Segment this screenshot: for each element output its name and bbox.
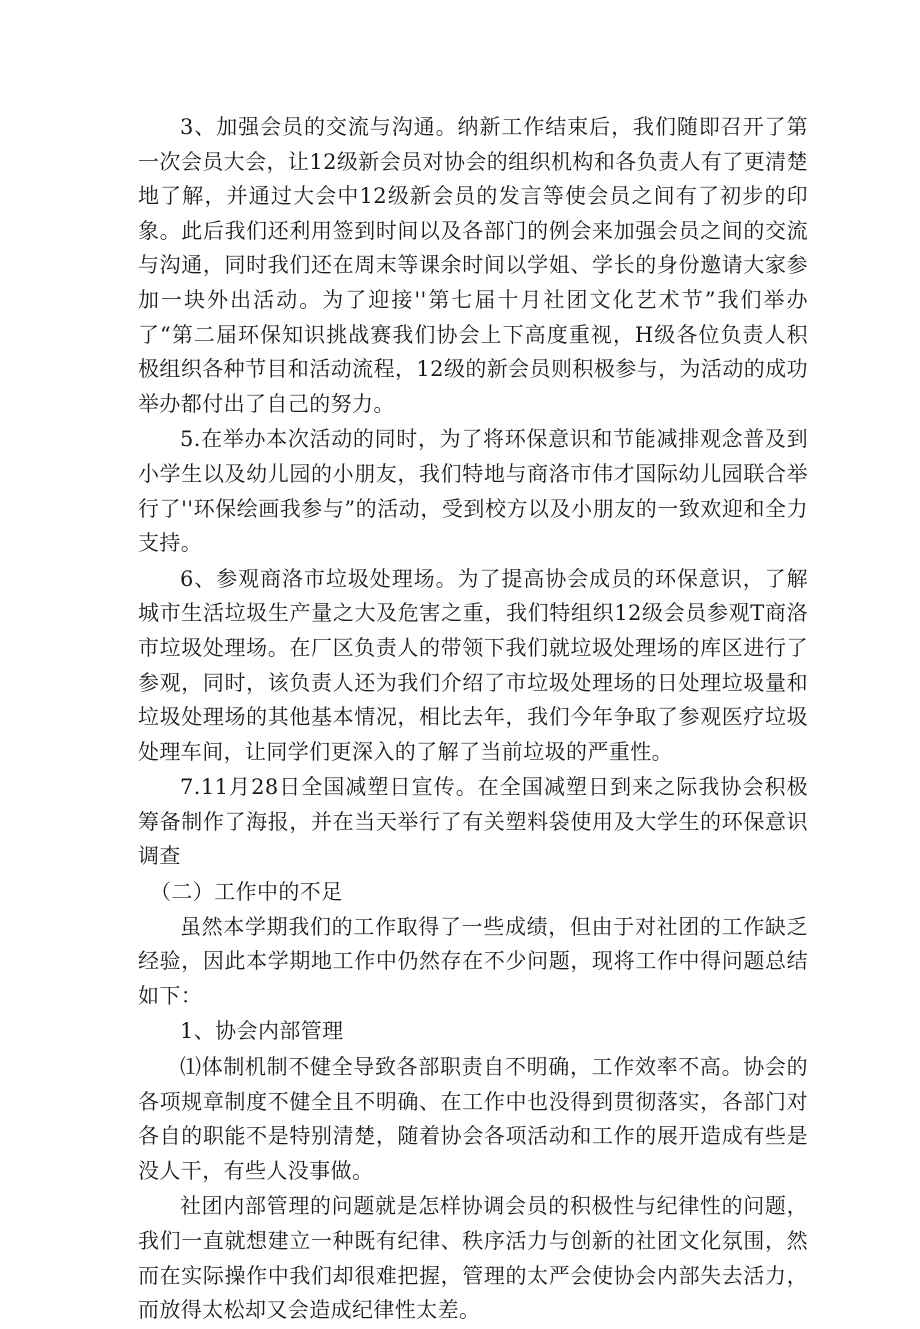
paragraph-communication: 3、加强会员的交流与沟通。纳新工作结束后，我们随即召开了第一次会员大会，让12级新会员对协会的组织机构和各负责人有了更清楚地了解，并通过大会中12级新会员的发言等使会员之间有了初步的印象。此后我们还利用签到时间以及各部门的例会来加强会员之间的交流与沟通，同时我们还在周末等课余时间以学姐、学长的身份邀请大家参加一块外出活动。为了迎接''第七届十月社团文化艺术节”我们举办了“第二届环保知识挑战赛我们协会上下高度重视，H级各位负责人积极组织各种节目和活动流程，12级的新会员则积极参与，为活动的成功举办都付出了自己的努力。 xyxy=(138,115,808,416)
document-body xyxy=(138,110,808,1329)
subheading-internal-management: 1、协会内部管理 xyxy=(180,1019,344,1044)
paragraph-plastic-reduction-day: 7.11月28日全国减塑日宣传。在全国减塑日到来之际我协会积极筹备制作了海报，并在当天举行了有关塑料袋使用及大学生的环保意识调查 xyxy=(138,775,808,869)
section-heading-shortcomings: （二）工作中的不足 xyxy=(150,880,343,905)
paragraph-kindergarten-activity: 5.在举办本次活动的同时，为了将环保意识和节能减排观念普及到小学生以及幼儿园的小朋友，我们特地与商洛市伟才国际幼儿园联合举行了''环保绘画我参与”的活动，受到校方以及小朋友的一致欢迎和全力支持。 xyxy=(138,427,808,556)
paragraph-shortcomings-intro: 虽然本学期我们的工作取得了一些成绩，但由于对社团的工作缺乏经验，因此本学期地工作中仍然存在不少问题，现将工作中得问题总结如下： xyxy=(138,914,808,1008)
paragraph-landfill-visit: 6、参观商洛市垃圾处理场。为了提高协会成员的环保意识，了解城市生活垃圾生产量之大及危害之重，我们特组织12级会员参观T商洛市垃圾处理场。在厂区负责人的带领下我们就垃圾处理场的库区进行了参观，同时，该负责人还为我们介绍了市垃圾处理场的日处理垃圾量和垃圾处理场的其他基本情况，相比去年，我们今年争取了参观医疗垃圾处理车间，让同学们更深入的了解了当前垃圾的严重性。 xyxy=(138,566,808,764)
paragraph-system-mechanism: ⑴体制机制不健全导致各部职责自不明确，工作效率不高。协会的各项规章制度不健全且不明确、在工作中也没得到贯彻落实，各部门对各自的职能不是特别清楚，随着协会各项活动和工作的展开造成有些是没人干，有些人没事做。 xyxy=(138,1055,808,1183)
paragraph-management-issue: 社团内部管理的问题就是怎样协调会员的积极性与纪律性的问题，我们一直就想建立一种既有纪律、秩序活力与创新的社团文化氛围，然而在实际操作中我们却很难把握，管理的太严会使协会内部失去活力，而放得太松却又会造成纪律性太差。 xyxy=(138,1194,808,1323)
